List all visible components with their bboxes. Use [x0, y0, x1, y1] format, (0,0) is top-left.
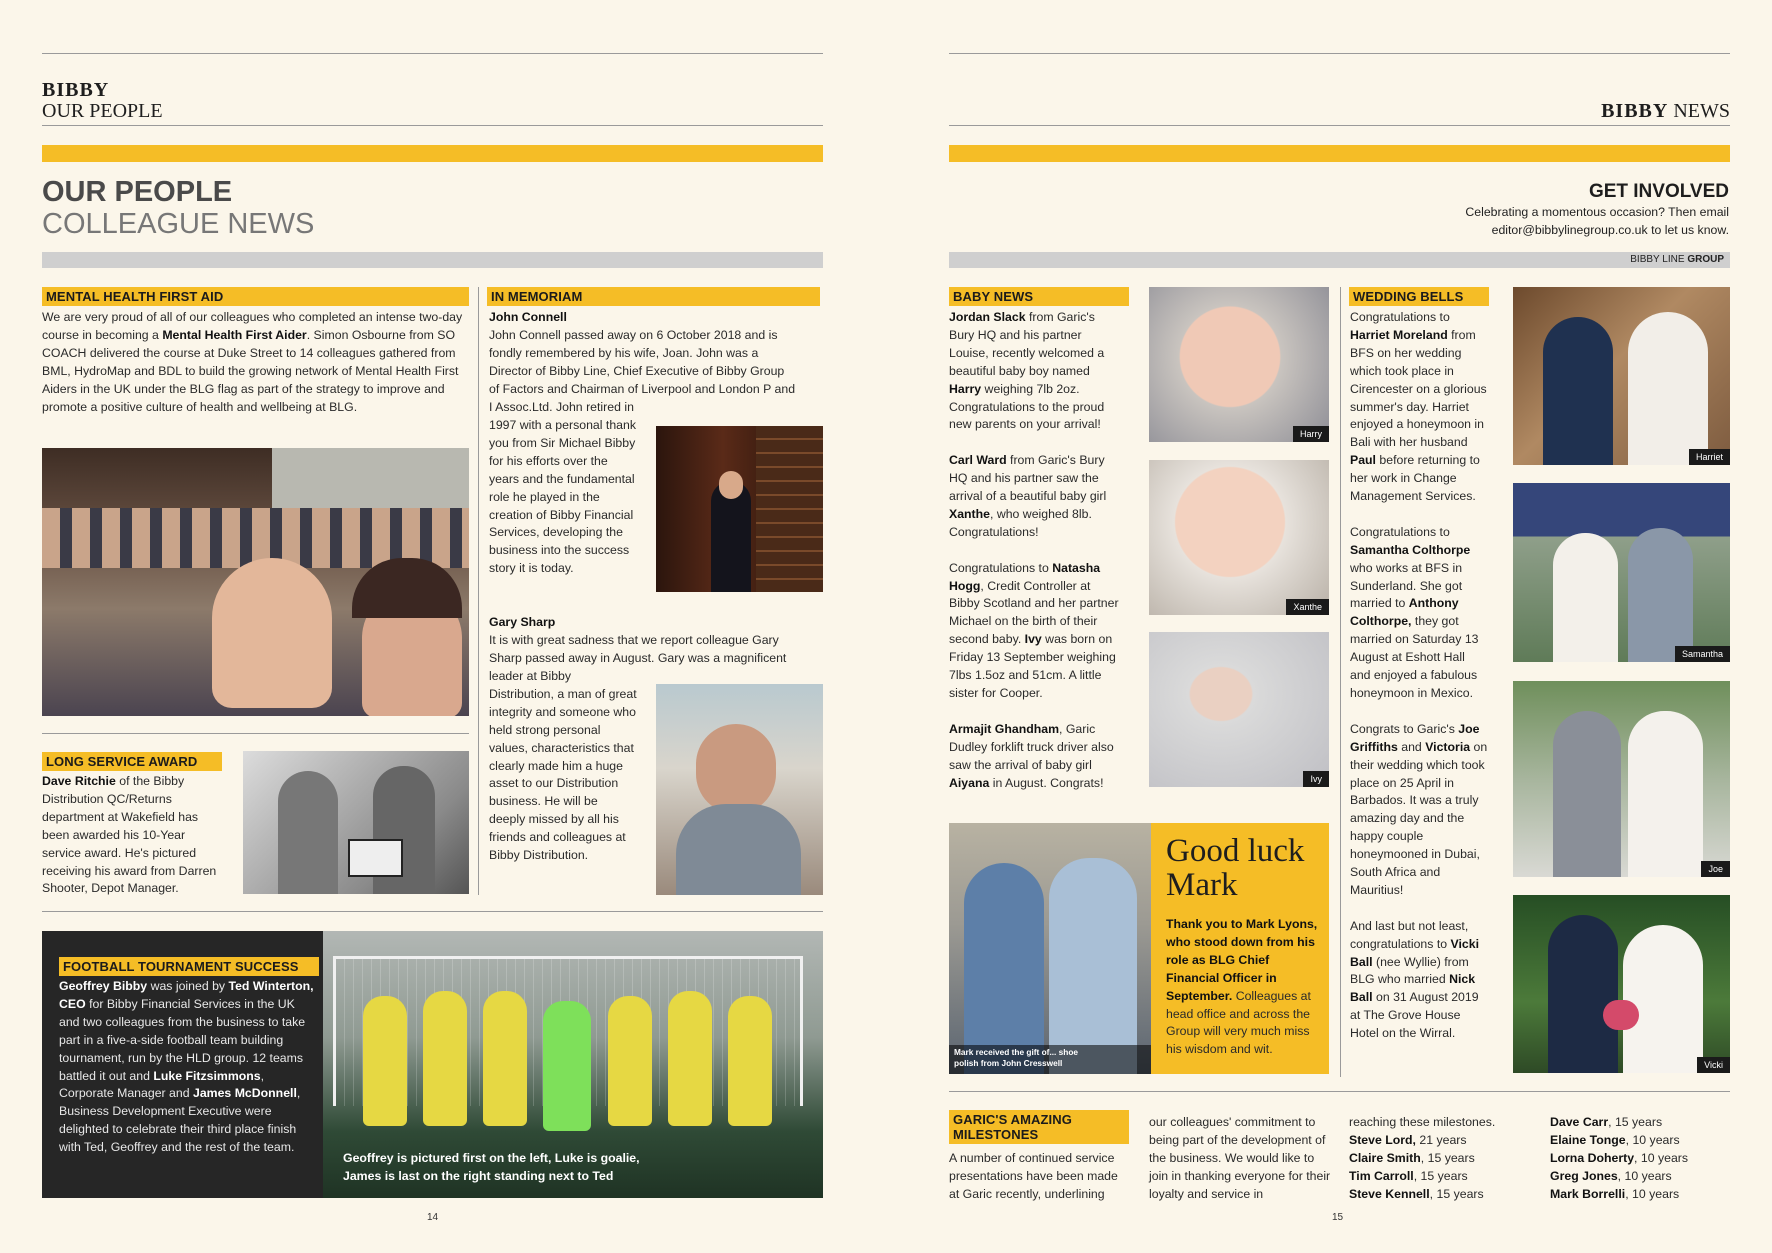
page-subtitle: COLLEAGUE NEWS [42, 208, 315, 240]
yellow-bar-left [42, 145, 823, 162]
mark-text: Thank you to Mark Lyons, who stood down from his role as BLG Chief Financial Officer in September. Colleagues at head office and across the Group will very much miss his wisdom and wit. [1166, 917, 1318, 1057]
yellow-bar-right [949, 145, 1730, 162]
memoriam-john-text-b: 1997 with a personal thank you from Sir Michael Bibby for his efforts over the years and the fundamental role he played in the creation of Bibby Financial Services, developing the business into the success story it is today. [489, 418, 636, 576]
group-label: BIBBY LINE GROUP [1630, 254, 1724, 265]
wedding-vicki-photo [1513, 895, 1730, 1073]
football-text: Geoffrey Bibby was joined by Ted Winterton, CEO for Bibby Financial Services in the UK and two colleagues from the business to take part in a five-a-side football team building tournament, run by the HLD group. 12 teams battled it out and Luke Fitzsimmons, Corporate Manager and James McDonnell, Business Development Executive were delighted to celebrate their third place finish with Ted, Geoffrey and the rest of the team. [59, 979, 314, 1155]
mental-health-text: We are very proud of all of our colleagues who completed an intense two-day course in becoming a Mental Health First Aider. Simon Osbourne from SO COACH delivered the course at Duke Street to 14 colleagues gathered from BML, HydroMap and BDL to build the growing network of Mental Health First Aiders in the UK under the BLG flag as part of the strategy to improve and promote a positive culture of health and wellbeing at BLG. [42, 310, 463, 414]
john-connell-photo [656, 426, 823, 592]
baby-xanthe-photo [1149, 460, 1329, 615]
top-rule-right [949, 53, 1730, 54]
divider-left-col [42, 733, 469, 734]
photo-tag-harriet: Harriet [1689, 449, 1730, 465]
wedding-text: Congratulations to Harriet Moreland from BFS on her wedding which took place in Cirencester on a glorious summer's day. Harriet enjoyed a honeymoon in Bali with her husband Paul before returning to her work in Change Management Services. Congratulations to Samantha Colthorpe who works at BFS in Sunderland. She got married to Anthony Colthorpe, they got married on Saturday 13 August at Eshott Hall and enjoyed a fabulous honeymoon in Mexico. Congrats to Garic's Joe Griffiths and Victoria on their wedding which took place on 25 April in Barbados. It was a truly amazing day and the happy couple honeymooned in Dubai, South Africa and Mauritius! And last but not least, congratulations to Vicki Ball (nee Wyllie) from BLG who married Nick Ball on 31 August 2019 at The Grove House Hotel on the Wirral. [1350, 310, 1488, 1041]
memoriam-gary-name: Gary Sharp [489, 615, 556, 629]
milestones-list-d [1550, 1114, 1730, 1204]
milestones-text-b: our colleagues' commitment to being part of the development of the business. We would like to join in thanking everyone for their loyalty and service in [1149, 1115, 1331, 1201]
milestones-list-c: reaching these milestones. Steve Lord, 21 years Claire Smith, 15 years Tim Carroll, 15 years Steve Kennell, 15 years [1349, 1114, 1529, 1204]
top-rule-left [42, 53, 823, 54]
wedding-samantha-photo [1513, 483, 1730, 662]
page-number-left: 14 [427, 1212, 439, 1223]
milestone-item: Steve Kennell, 15 years [1349, 1186, 1484, 1201]
section-wedding-heading: WEDDING BELLS [1349, 287, 1489, 306]
column-divider-right [1340, 287, 1341, 1077]
wedding-harriet-photo [1513, 287, 1730, 465]
baby-news-text: Jordan Slack from Garic's Bury HQ and his partner Louise, recently welcomed a beautiful baby boy named Harry weighing 7lb 2oz. Congratulations to the proud new parents on your arrival! Carl Ward from Garic's Bury HQ and his partner saw the arrival of a beautiful baby girl Xanthe, who weighed 8lb. Congratulations! Congratulations to Natasha Hogg, Credit Controller at Bibby Scotland and her partner Michael on the birth of their second baby. Ivy was born on Friday 13 September weighing 7lbs 1.5oz and 51cm. A little sister for Cooper. Armajit Ghandham, Garic Dudley forklift truck driver also saw the arrival of baby girl Aiyana in August. Congrats! [949, 310, 1119, 790]
long-service-photo [243, 751, 469, 894]
page-number-right: 15 [1332, 1212, 1344, 1223]
baby-ivy-photo [1149, 632, 1329, 787]
gary-sharp-photo [656, 684, 823, 895]
photo-tag-samantha: Samantha [1675, 646, 1730, 662]
get-involved-email[interactable]: editor@bibbylinegroup.co.uk to let us know. [1491, 223, 1729, 237]
milestone-item: Claire Smith, 15 years [1349, 1150, 1475, 1165]
grey-bar-left [42, 252, 823, 268]
milestone-item: Elaine Tonge, 10 years [1550, 1132, 1680, 1147]
milestone-item: Tim Carroll, 15 years [1349, 1168, 1468, 1183]
photo-tag-joe: Joe [1701, 861, 1730, 877]
mark-photo-caption: Mark received the gift of... shoe polish from John Cresswell [954, 1047, 1079, 1068]
memoriam-gary-text-b: leader at Bibby Distribution, a man of great integrity and someone who held strong personal values, characteristics that clearly made him a huge asset to our Distribution business. He will be deeply missed by all his friends and colleagues at Bibby Distribution. [489, 669, 637, 863]
mark-title: Good luck Mark [1166, 833, 1305, 903]
header-rule-left [42, 125, 823, 126]
baby-harry-photo [1149, 287, 1329, 442]
brand-bibby-left: BIBBY [42, 79, 110, 101]
milestone-item: Mark Borrelli, 10 years [1550, 1186, 1680, 1201]
section-long-service-heading: LONG SERVICE AWARD [42, 752, 222, 771]
page-title: OUR PEOPLE [42, 176, 233, 208]
photo-tag-harry: Harry [1293, 426, 1329, 442]
section-memoriam-heading: IN MEMORIAM [487, 287, 820, 306]
mark-gift-photo [949, 823, 1151, 1074]
header-rule-right [949, 125, 1730, 126]
section-baby-news-heading: BABY NEWS [949, 287, 1129, 306]
long-service-text: Dave Ritchie of the Bibby Distribution QC/Returns department at Wakefield has been awarded his 10-Year service award. He's pictured receiving his award from Darren Shooter, Depot Manager. [42, 774, 217, 896]
photo-tag-xanthe: Xanthe [1286, 599, 1329, 615]
milestone-item: Dave Carr, 15 years [1550, 1115, 1663, 1129]
memoriam-john-name: John Connell [489, 310, 567, 324]
memoriam-john-text-a: John Connell passed away on 6 October 2018 and is fondly remembered by his wife, Joan. John was a Director of Bibby Line, Chief Executive of Bibby Group of Factors and Chairman of Liverpool and London P and I Assoc.Ltd. John retired in [489, 328, 796, 414]
mental-health-group-photo [42, 448, 469, 716]
wedding-joe-photo [1513, 681, 1730, 877]
photo-tag-vicki: Vicki [1697, 1057, 1730, 1073]
milestone-item: Steve Lord, 21 years [1349, 1132, 1467, 1147]
memoriam-gary-text-a: It is with great sadness that we report colleague Gary Sharp passed away in August. Gary was a magnificent [489, 633, 787, 665]
brand-bibby-news: BIBBY NEWS [1601, 100, 1730, 122]
column-divider [478, 287, 479, 895]
divider-above-milestones [949, 1091, 1730, 1092]
divider-above-football [42, 911, 823, 912]
section-milestones-heading: GARIC'S AMAZING MILESTONES [949, 1110, 1129, 1144]
football-photo-caption: Geoffrey is pictured first on the left, Luke is goalie, James is last on the right standing next to Ted [343, 1151, 640, 1183]
section-mental-health-heading: MENTAL HEALTH FIRST AID [42, 287, 469, 306]
get-involved-line1: Celebrating a momentous occasion? Then email [1465, 205, 1729, 219]
milestone-item: Greg Jones, 10 years [1550, 1168, 1672, 1183]
photo-tag-ivy: Ivy [1303, 771, 1329, 787]
section-football-heading: FOOTBALL TOURNAMENT SUCCESS [59, 957, 319, 976]
milestones-text-a: A number of continued service presentations have been made at Garic recently, underlining [949, 1151, 1118, 1201]
brand-our-people: OUR PEOPLE [42, 100, 163, 122]
milestone-item: Lorna Doherty, 10 years [1550, 1150, 1689, 1165]
get-involved-heading: GET INVOLVED [1588, 181, 1729, 202]
